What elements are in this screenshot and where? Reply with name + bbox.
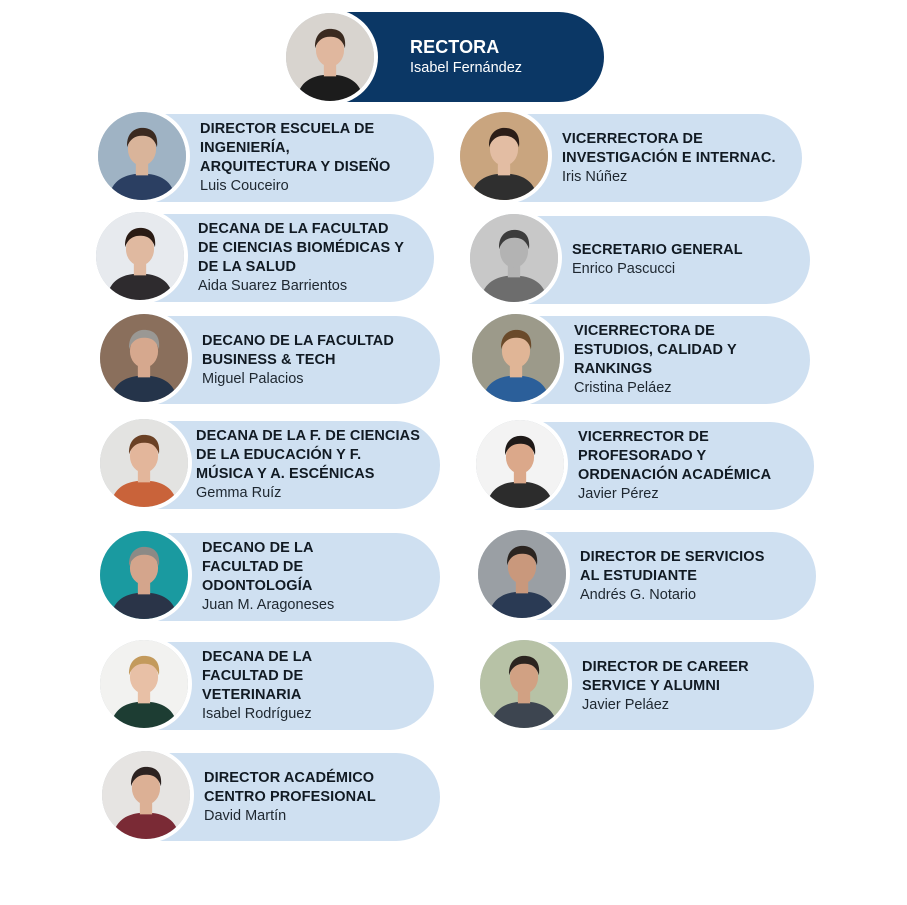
portrait-graphic xyxy=(100,640,188,728)
person-name: Isabel Rodríguez xyxy=(202,706,312,722)
portrait-graphic xyxy=(100,531,188,619)
person-card xyxy=(476,316,810,404)
person-name: Aida Suarez Barrientos xyxy=(198,278,348,294)
person-photo xyxy=(100,314,188,402)
person-name: Luis Couceiro xyxy=(200,178,289,194)
role-title: VICERRECTORA DE ESTUDIOS, CALIDAD Y RANKINGS xyxy=(574,323,737,377)
role-title: DIRECTOR DE CAREER SERVICE Y ALUMNI xyxy=(582,658,749,694)
person-name: Miguel Palacios xyxy=(202,370,304,387)
person-card xyxy=(480,422,814,510)
person-photo xyxy=(470,214,558,302)
portrait-graphic xyxy=(472,314,560,402)
person-photo xyxy=(460,112,548,200)
person-card xyxy=(104,316,440,404)
role-title: DIRECTOR ESCUELA DE INGENIERÍA, ARQUITECTURA Y DISEÑO xyxy=(200,121,391,175)
portrait-graphic xyxy=(478,530,566,618)
person-photo xyxy=(100,419,188,507)
portrait-graphic xyxy=(100,314,188,402)
portrait-graphic xyxy=(96,212,184,300)
person-card xyxy=(104,533,440,621)
person-name: Iris Núñez xyxy=(562,168,628,185)
person-name: Javier Pérez xyxy=(578,486,659,502)
portrait-graphic xyxy=(470,214,558,302)
role-title: DECANO DE LA FACULTAD BUSINESS & TECH xyxy=(202,332,394,368)
person-card xyxy=(464,114,802,202)
role-title: DIRECTOR DE SERVICIOS AL ESTUDIANTE xyxy=(580,548,765,584)
role-title: DECANA DE LA F. DE CIENCIAS DE LA EDUCACIÓN Y F. MÚSICA Y A. ESCÉNICAS xyxy=(196,428,420,482)
person-photo xyxy=(100,531,188,619)
person-photo xyxy=(98,112,186,200)
person-card xyxy=(484,642,814,730)
rectora-photo xyxy=(286,13,374,101)
portrait-graphic xyxy=(460,112,548,200)
role-title: VICERRECTOR DE PROFESORADO Y ORDENACIÓN ACADÉMICA xyxy=(578,429,772,483)
person-card xyxy=(102,114,434,202)
portrait-graphic xyxy=(98,112,186,200)
role-title: DECANA DE LA FACULTAD DE CIENCIAS BIOMÉDICAS Y DE LA SALUD xyxy=(198,221,404,275)
person-photo xyxy=(472,314,560,402)
person-name: Gemma Ruíz xyxy=(196,485,282,501)
person-name: Andrés G. Notario xyxy=(580,586,697,603)
rectora-card xyxy=(300,12,604,102)
person-photo xyxy=(480,640,568,728)
person-card xyxy=(104,642,434,730)
person-photo xyxy=(100,640,188,728)
person-name: Javier Peláez xyxy=(582,696,670,713)
role-title: DECANA DE LA FACULTAD DE VETERINARIA xyxy=(202,649,313,703)
portrait-graphic xyxy=(286,13,374,101)
role-title: DECANO DE LA FACULTAD DE ODONTOLOGÍA xyxy=(202,540,314,594)
person-card xyxy=(106,753,440,841)
portrait-graphic xyxy=(480,640,568,728)
role-title: SECRETARIO GENERAL xyxy=(572,242,743,258)
person-photo xyxy=(478,530,566,618)
person-card xyxy=(100,214,434,302)
person-photo xyxy=(476,420,564,508)
portrait-graphic xyxy=(100,419,188,507)
portrait-graphic xyxy=(476,420,564,508)
person-name: Cristina Peláez xyxy=(574,380,672,396)
person-photo xyxy=(102,751,190,839)
role-title: RECTORA xyxy=(410,37,500,57)
person-name: David Martín xyxy=(204,807,287,824)
person-card xyxy=(474,216,810,304)
role-title: VICERRECTORA DE INVESTIGACIÓN E INTERNAC. xyxy=(562,130,776,166)
person-name: Enrico Pascucci xyxy=(572,261,676,277)
role-title: DIRECTOR ACADÉMICO CENTRO PROFESIONAL xyxy=(204,769,376,805)
person-name: Juan M. Aragoneses xyxy=(202,597,335,613)
person-card xyxy=(482,532,816,620)
person-card xyxy=(104,421,440,509)
person-photo xyxy=(96,212,184,300)
portrait-graphic xyxy=(102,751,190,839)
person-name: Isabel Fernández xyxy=(410,60,523,76)
